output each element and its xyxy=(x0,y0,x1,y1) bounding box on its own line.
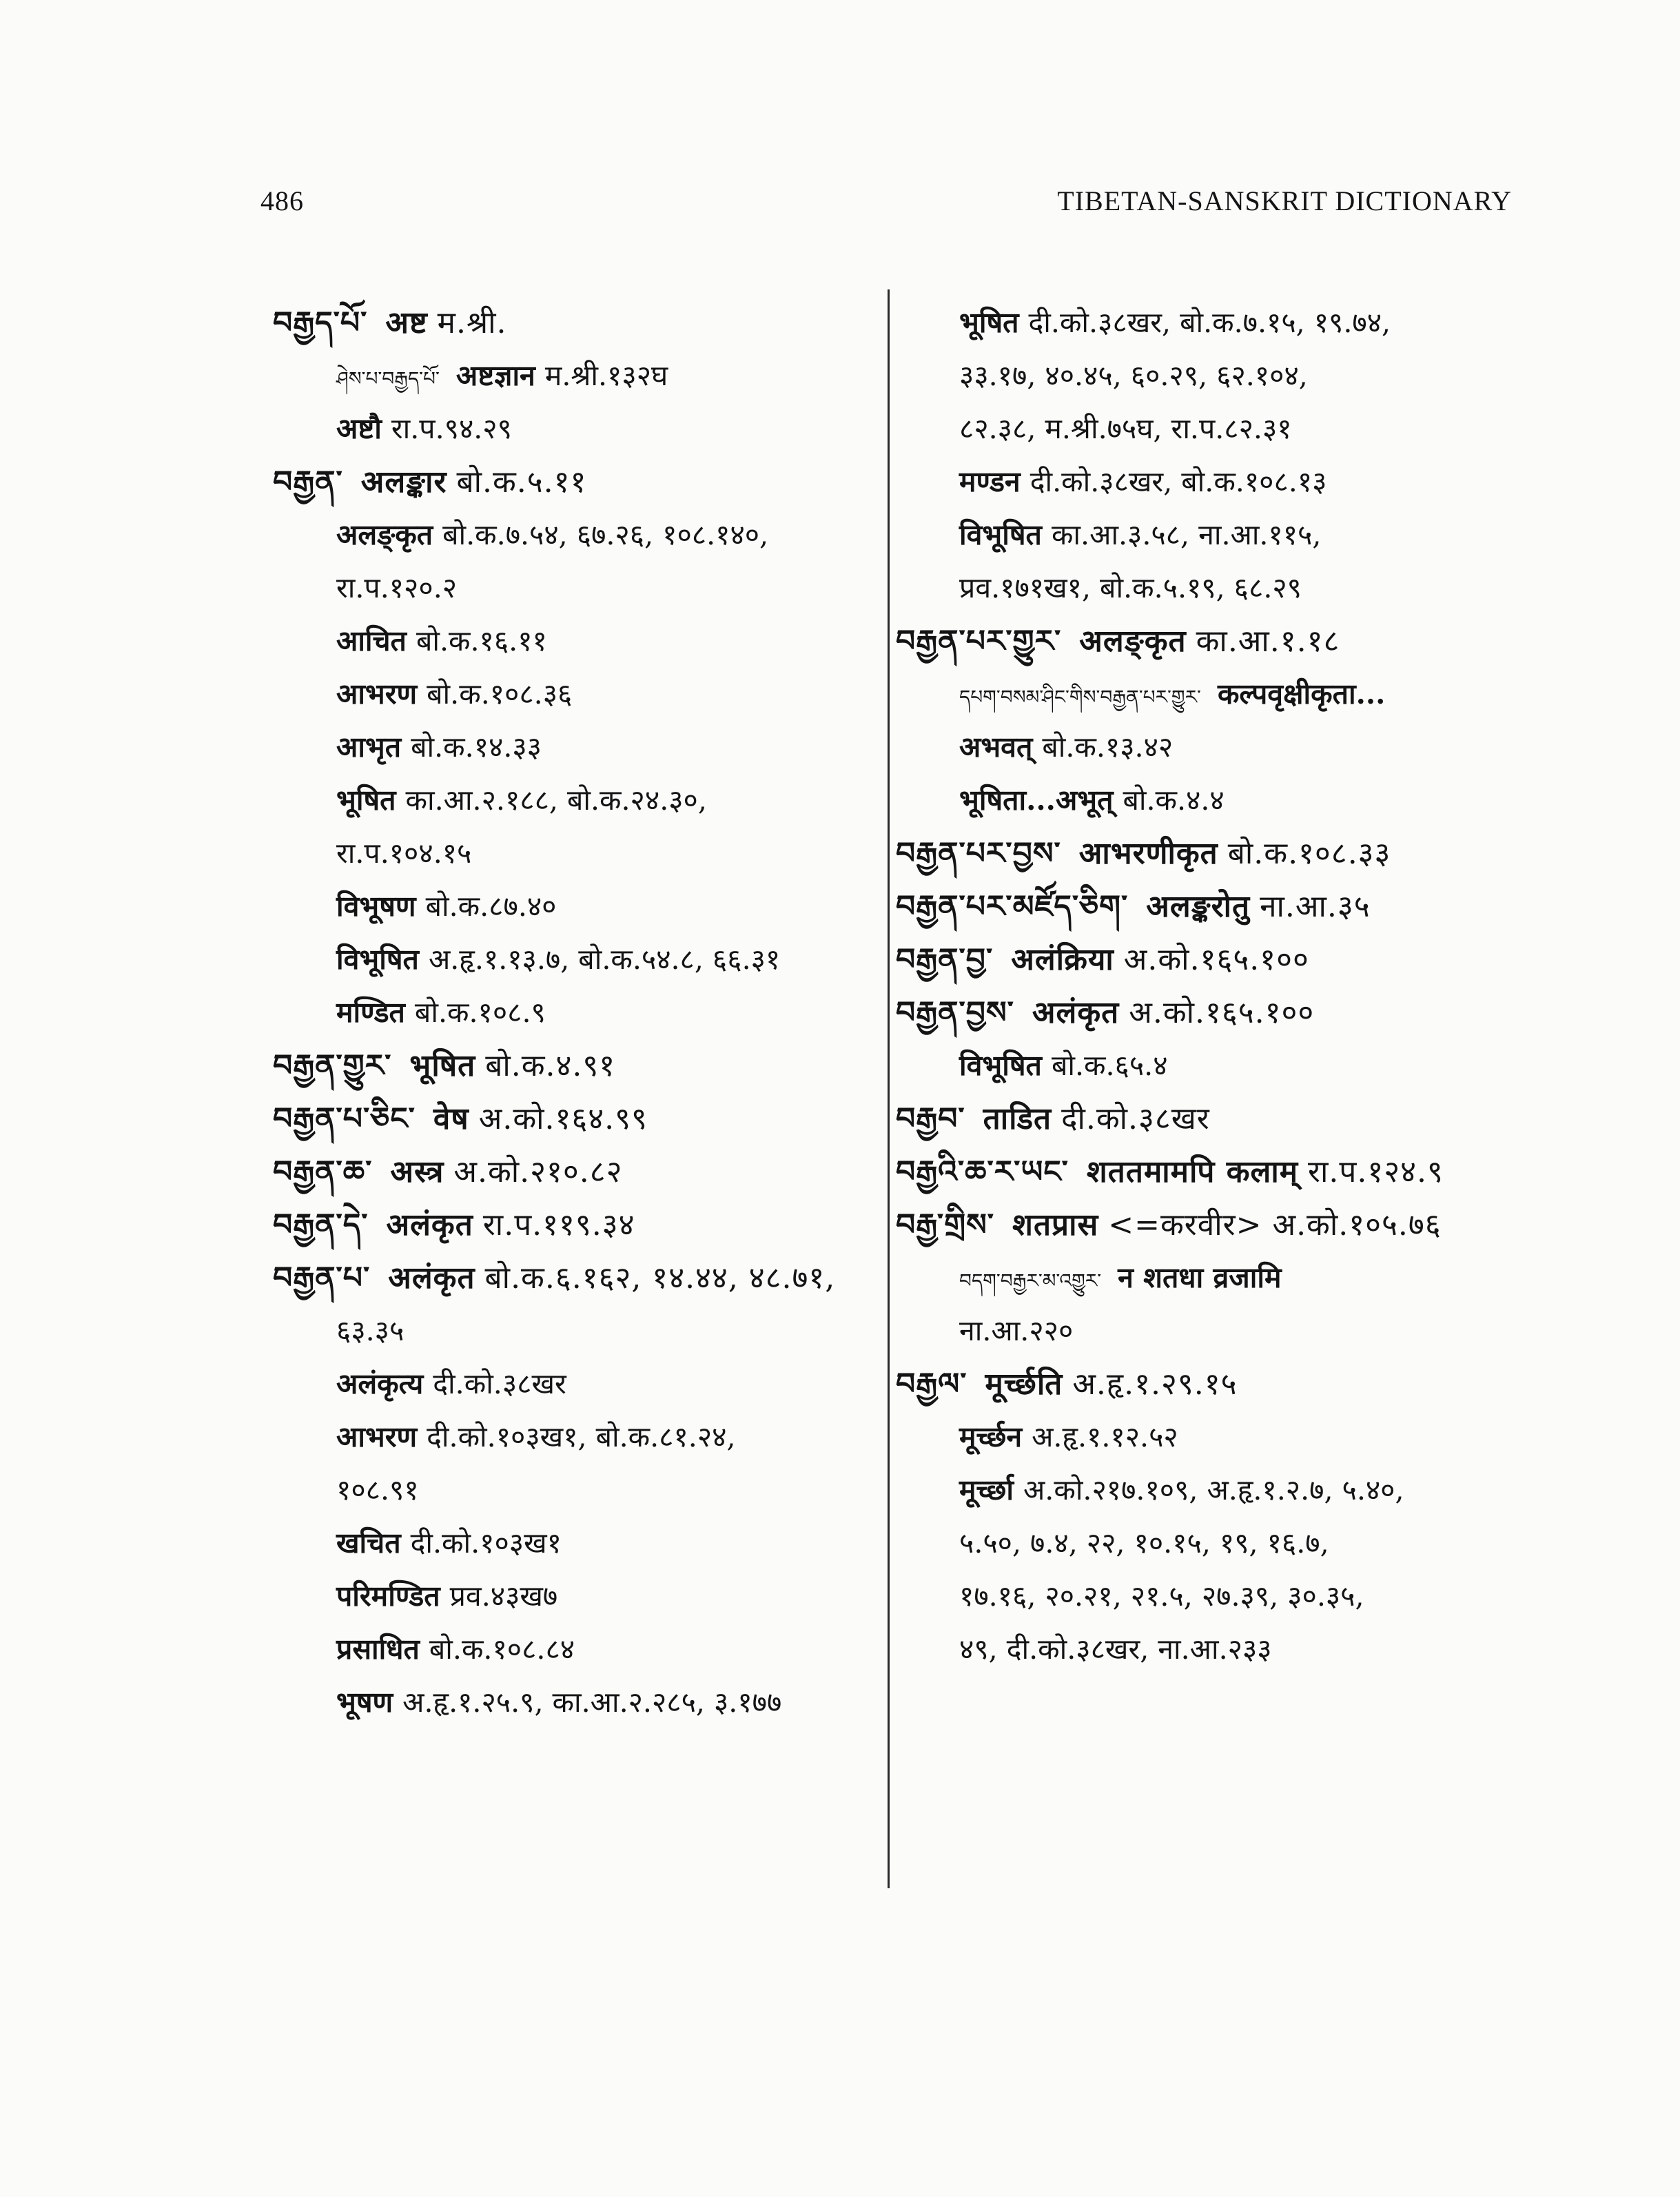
entry-continuation-line xyxy=(273,1305,879,1358)
source-reference: रा.प.९४.२९ xyxy=(391,412,512,445)
entry-sense-line xyxy=(273,986,879,1039)
source-reference: बो.क.१६.११ xyxy=(416,624,547,657)
sanskrit-equivalent: ताडित xyxy=(983,1101,1052,1136)
sanskrit-equivalent: अभवत् xyxy=(959,730,1033,764)
sanskrit-equivalent: शतप्रास xyxy=(1012,1207,1099,1243)
right-column xyxy=(896,296,1530,1676)
tibetan-term: བརྒྱན་དེ་ xyxy=(273,1207,369,1243)
entry-sense-line xyxy=(896,1411,1530,1464)
tibetan-term: བརྒྱ་གྲིས་ xyxy=(896,1207,995,1243)
sanskrit-equivalent: विभूषित xyxy=(336,943,419,976)
entry-continuation-line xyxy=(896,562,1530,615)
entry-continuation-line xyxy=(896,1517,1530,1570)
column-divider xyxy=(888,289,890,1888)
tibetan-term: བརྒྱན་པར་བྱས་ xyxy=(896,836,1061,871)
entry-headword-line xyxy=(273,1039,861,1092)
source-reference: रा.प.११९.३४ xyxy=(482,1207,635,1243)
source-reference: म.श्री.१३२घ xyxy=(544,359,668,392)
entry-sense-line xyxy=(273,509,879,562)
entry-sense-line xyxy=(273,1358,879,1411)
entry-continuation-line xyxy=(273,1464,879,1517)
entry-sense-line xyxy=(896,1039,1530,1092)
source-reference: प्रव.१७१ख१, बो.क.५.१९, ६८.२९ xyxy=(959,571,1302,604)
entry-sense-line xyxy=(896,721,1530,774)
tibetan-term: བདག་བརྒྱར་མ་འགྱུར་ xyxy=(959,1269,1102,1292)
tibetan-term: བརྒྱབ་ xyxy=(896,1101,965,1136)
tibetan-term: བརྒྱན་བྱས་ xyxy=(896,995,1014,1030)
sanskrit-equivalent: भूषित xyxy=(959,306,1019,339)
entry-headword-line xyxy=(896,1198,1512,1251)
sanskrit-equivalent: अष्टौ xyxy=(336,412,382,445)
sanskrit-equivalent: आचित xyxy=(336,624,407,657)
source-reference: दी.को.१०३ख१ xyxy=(410,1526,562,1560)
source-reference: बो.क.८७.४० xyxy=(425,890,557,923)
source-reference: १७.१६, २०.२१, २१.५, २७.३९, ३०.३५, xyxy=(959,1580,1364,1613)
source-reference: दी.को.३८खर xyxy=(1061,1101,1210,1136)
source-reference: ८२.३८, म.श्री.७५घ, रा.प.८२.३१ xyxy=(959,412,1292,445)
source-reference: दी.को.३८खर xyxy=(433,1367,566,1400)
source-reference: अ.हृ.१.१२.५२ xyxy=(1032,1420,1178,1453)
sanskrit-equivalent: भूषित xyxy=(409,1048,476,1083)
entry-sense-line xyxy=(896,1464,1530,1517)
entry-continuation-line xyxy=(896,1305,1530,1358)
sanskrit-equivalent: मूर्च्छति xyxy=(985,1367,1063,1402)
source-reference: बो.क.१३.४२ xyxy=(1042,730,1174,764)
sanskrit-equivalent: परिमण्डित xyxy=(336,1580,440,1613)
tibetan-term: བརྒྱན་ xyxy=(273,464,343,500)
sanskrit-equivalent: अलंकृत xyxy=(386,1207,473,1243)
entry-sense-line xyxy=(273,1623,879,1676)
tibetan-term: བརྒྱལ་ xyxy=(896,1367,967,1402)
source-reference: अ.हृ.१.१३.७, बो.क.५४.८, ६६.३१ xyxy=(428,943,781,976)
source-reference: बो.क.६५.४ xyxy=(1051,1049,1168,1082)
tibetan-term: བརྒྱན་བྱ་ xyxy=(896,942,994,977)
entry-headword-line xyxy=(896,615,1512,668)
source-reference: १०८.९१ xyxy=(336,1473,419,1506)
entry-sense-line xyxy=(896,296,1530,349)
source-reference: बो.क.१०८.३३ xyxy=(1227,836,1391,871)
source-reference: बो.क.७.५४, ६७.२६, १०८.१४०, xyxy=(442,518,769,551)
entry-headword-line xyxy=(896,827,1512,880)
entry-sense-line xyxy=(896,774,1530,827)
sanskrit-equivalent: आभरण xyxy=(336,1420,418,1453)
entry-headword-line xyxy=(896,1358,1512,1411)
sanskrit-equivalent: अलङ्कार xyxy=(360,464,447,500)
sanskrit-equivalent: अलङ्कृत xyxy=(1079,624,1187,659)
entry-continuation-line xyxy=(896,1570,1530,1623)
sanskrit-equivalent: अलङ्करोतु xyxy=(1146,889,1251,924)
sanskrit-equivalent: अलंक्रिया xyxy=(1011,942,1114,977)
sanskrit-equivalent: वेष xyxy=(433,1101,469,1136)
sanskrit-equivalent: आभृत xyxy=(336,730,402,764)
entry-sense-line xyxy=(896,456,1530,509)
entry-headword-line xyxy=(273,296,861,349)
entry-sense-line xyxy=(896,509,1530,562)
source-reference: ना.आ.२२० xyxy=(959,1314,1074,1347)
entry-sense-line xyxy=(273,615,879,668)
sanskrit-equivalent: मण्डित xyxy=(336,996,405,1029)
entry-sense-line xyxy=(273,721,879,774)
entry-sense-line xyxy=(273,880,879,933)
sanskrit-equivalent: अष्टज्ञान xyxy=(455,359,535,392)
left-column xyxy=(273,296,879,1729)
source-reference: दी.को.३८खर, बो.क.७.१५, १९.७४, xyxy=(1028,306,1391,339)
source-reference: बो.क.४.९१ xyxy=(485,1048,616,1083)
source-reference: बो.क.६.१६२, १४.४४, ४८.७१, xyxy=(484,1260,836,1296)
entry-sense-line xyxy=(896,668,1530,721)
tibetan-term: བརྒྱན་ཆ་ xyxy=(273,1154,373,1189)
entry-sense-line xyxy=(896,1251,1530,1305)
entry-continuation-line xyxy=(896,1623,1530,1676)
source-reference: प्रव.४३ख७ xyxy=(449,1580,558,1613)
source-reference: का.आ.३.५८, ना.आ.११५, xyxy=(1051,518,1322,551)
source-reference: दी.को.३८खर, बो.क.१०८.१३ xyxy=(1029,465,1327,498)
tibetan-term: བརྒྱད་པོ་ xyxy=(273,305,368,340)
entry-sense-line xyxy=(273,774,879,827)
entry-sense-line xyxy=(273,349,879,402)
sanskrit-equivalent: अलङ्कृत xyxy=(336,518,433,551)
entry-headword-line xyxy=(273,1145,861,1198)
source-reference: बो.क.१०८.३६ xyxy=(427,677,573,711)
tibetan-term: ཤེས་པ་བརྒྱད་པོ་ xyxy=(336,367,440,390)
entry-continuation-line xyxy=(896,402,1530,456)
sanskrit-equivalent: मूर्च्छा xyxy=(959,1473,1014,1506)
tibetan-term: བརྒྱན་པར་མཛོད་ཅིག་ xyxy=(896,889,1129,924)
source-reference: अ.को.१६५.१०० xyxy=(1123,942,1309,977)
entry-headword-line xyxy=(273,456,861,509)
tibetan-term: བརྒྱན་པ་ xyxy=(273,1260,371,1296)
entry-headword-line xyxy=(896,1145,1512,1198)
source-reference: ४९, दी.को.३८खर, ना.आ.२३३ xyxy=(959,1633,1272,1666)
sanskrit-equivalent: विभूषित xyxy=(959,518,1042,551)
sanskrit-equivalent: अलंकृत्य xyxy=(336,1367,424,1400)
source-reference: बो.क.४.४ xyxy=(1123,784,1225,817)
entry-sense-line xyxy=(273,1517,879,1570)
source-reference: बो.क.१४.३३ xyxy=(411,730,542,764)
source-reference: अ.को.१६५.१०० xyxy=(1129,995,1315,1030)
sanskrit-equivalent: आभरण xyxy=(336,677,418,711)
source-reference: रा.प.१२४.९ xyxy=(1308,1154,1444,1189)
entry-continuation-line xyxy=(273,827,879,880)
source-reference: ६३.३५ xyxy=(336,1314,404,1347)
sanskrit-equivalent: अष्ट xyxy=(385,305,428,340)
entry-headword-line xyxy=(273,1251,861,1305)
source-reference: बो.क.१०८.९ xyxy=(414,996,546,1029)
source-reference: ३३.१७, ४०.४५, ६०.२९, ६२.१०४, xyxy=(959,359,1308,392)
tibetan-term: བརྒྱན་པར་གྱུར་ xyxy=(896,624,1062,659)
sanskrit-equivalent: मूर्च्छन xyxy=(959,1420,1023,1453)
sanskrit-equivalent: अलंकृत xyxy=(388,1260,475,1296)
running-title: TIBETAN-SANSKRIT DICTIONARY xyxy=(1057,185,1512,216)
entry-continuation-line xyxy=(896,349,1530,402)
source-reference: रा.प.१०४.१५ xyxy=(336,837,472,870)
entry-headword-line xyxy=(273,1092,861,1145)
entry-sense-line xyxy=(273,933,879,986)
source-reference: दी.को.१०३ख१, बो.क.८१.२४, xyxy=(427,1420,736,1453)
sanskrit-equivalent: कल्पवृक्षीकृता... xyxy=(1217,677,1386,711)
entry-sense-line xyxy=(273,1676,879,1729)
source-reference: अ.हृ.१.२९.१५ xyxy=(1072,1367,1238,1402)
sanskrit-equivalent: मण्डन xyxy=(959,465,1021,498)
sanskrit-equivalent: भूषित xyxy=(336,784,396,817)
entry-continuation-line xyxy=(273,562,879,615)
sanskrit-equivalent: शततमामपि कलाम् xyxy=(1086,1154,1299,1189)
entry-headword-line xyxy=(273,1198,861,1251)
source-reference: बो.क.१०८.८४ xyxy=(429,1633,575,1666)
tibetan-term: དཔག་བསམ་ཤིང་གིས་བརྒྱན་པར་གྱུར་ xyxy=(959,686,1201,708)
source-reference: अ.को.२१७.१०९, अ.हृ.१.२.७, ५.४०, xyxy=(1023,1473,1404,1506)
source-reference: ना.आ.३५ xyxy=(1260,889,1371,924)
sanskrit-equivalent: अलंकृत xyxy=(1032,995,1120,1030)
source-reference: रा.प.१२०.२ xyxy=(336,571,458,604)
sanskrit-equivalent: विभूषित xyxy=(959,1049,1042,1082)
sanskrit-equivalent: अस्त्र xyxy=(390,1154,444,1189)
tibetan-term: བརྒྱན་གྱུར་ xyxy=(273,1048,392,1083)
source-reference: <=करवीर> अ.को.१०५.७६ xyxy=(1108,1207,1442,1243)
sanskrit-equivalent: भूषण xyxy=(336,1686,393,1719)
source-reference: का.आ.२.१८८, बो.क.२४.३०, xyxy=(405,784,707,817)
entry-sense-line xyxy=(273,1570,879,1623)
tibetan-term: བརྒྱའི་ཆ་ར་ཡང་ xyxy=(896,1154,1069,1189)
source-reference: अ.को.२१०.८२ xyxy=(453,1154,623,1189)
source-reference: का.आ.१.१८ xyxy=(1196,624,1340,659)
entry-sense-line xyxy=(273,1411,879,1464)
entry-headword-line xyxy=(896,986,1512,1039)
sanskrit-equivalent: भूषिता...अभूत् xyxy=(959,784,1114,817)
source-reference: अ.हृ.१.२५.९, का.आ.२.२८५, ३.१७७ xyxy=(402,1686,782,1719)
sanskrit-equivalent: विभूषण xyxy=(336,890,416,923)
entry-sense-line xyxy=(273,402,879,456)
entry-headword-line xyxy=(896,933,1512,986)
source-reference: म.श्री. xyxy=(437,305,507,340)
entry-sense-line xyxy=(273,668,879,721)
sanskrit-equivalent: प्रसाधित xyxy=(336,1633,420,1666)
source-reference: ५.५०, ७.४, २२, १०.१५, १९, १६.७, xyxy=(959,1526,1329,1560)
sanskrit-equivalent: आभरणीकृत xyxy=(1078,836,1218,871)
page-number: 486 xyxy=(260,185,304,216)
sanskrit-equivalent: न शतधा व्रजामि xyxy=(1118,1261,1282,1294)
source-reference: बो.क.५.११ xyxy=(456,464,587,500)
tibetan-term: བརྒྱན་པ་ཅིང་ xyxy=(273,1101,416,1136)
sanskrit-equivalent: खचित xyxy=(336,1526,401,1560)
source-reference: अ.को.१६४.९९ xyxy=(478,1101,648,1136)
entry-headword-line xyxy=(896,880,1512,933)
entry-headword-line xyxy=(896,1092,1512,1145)
